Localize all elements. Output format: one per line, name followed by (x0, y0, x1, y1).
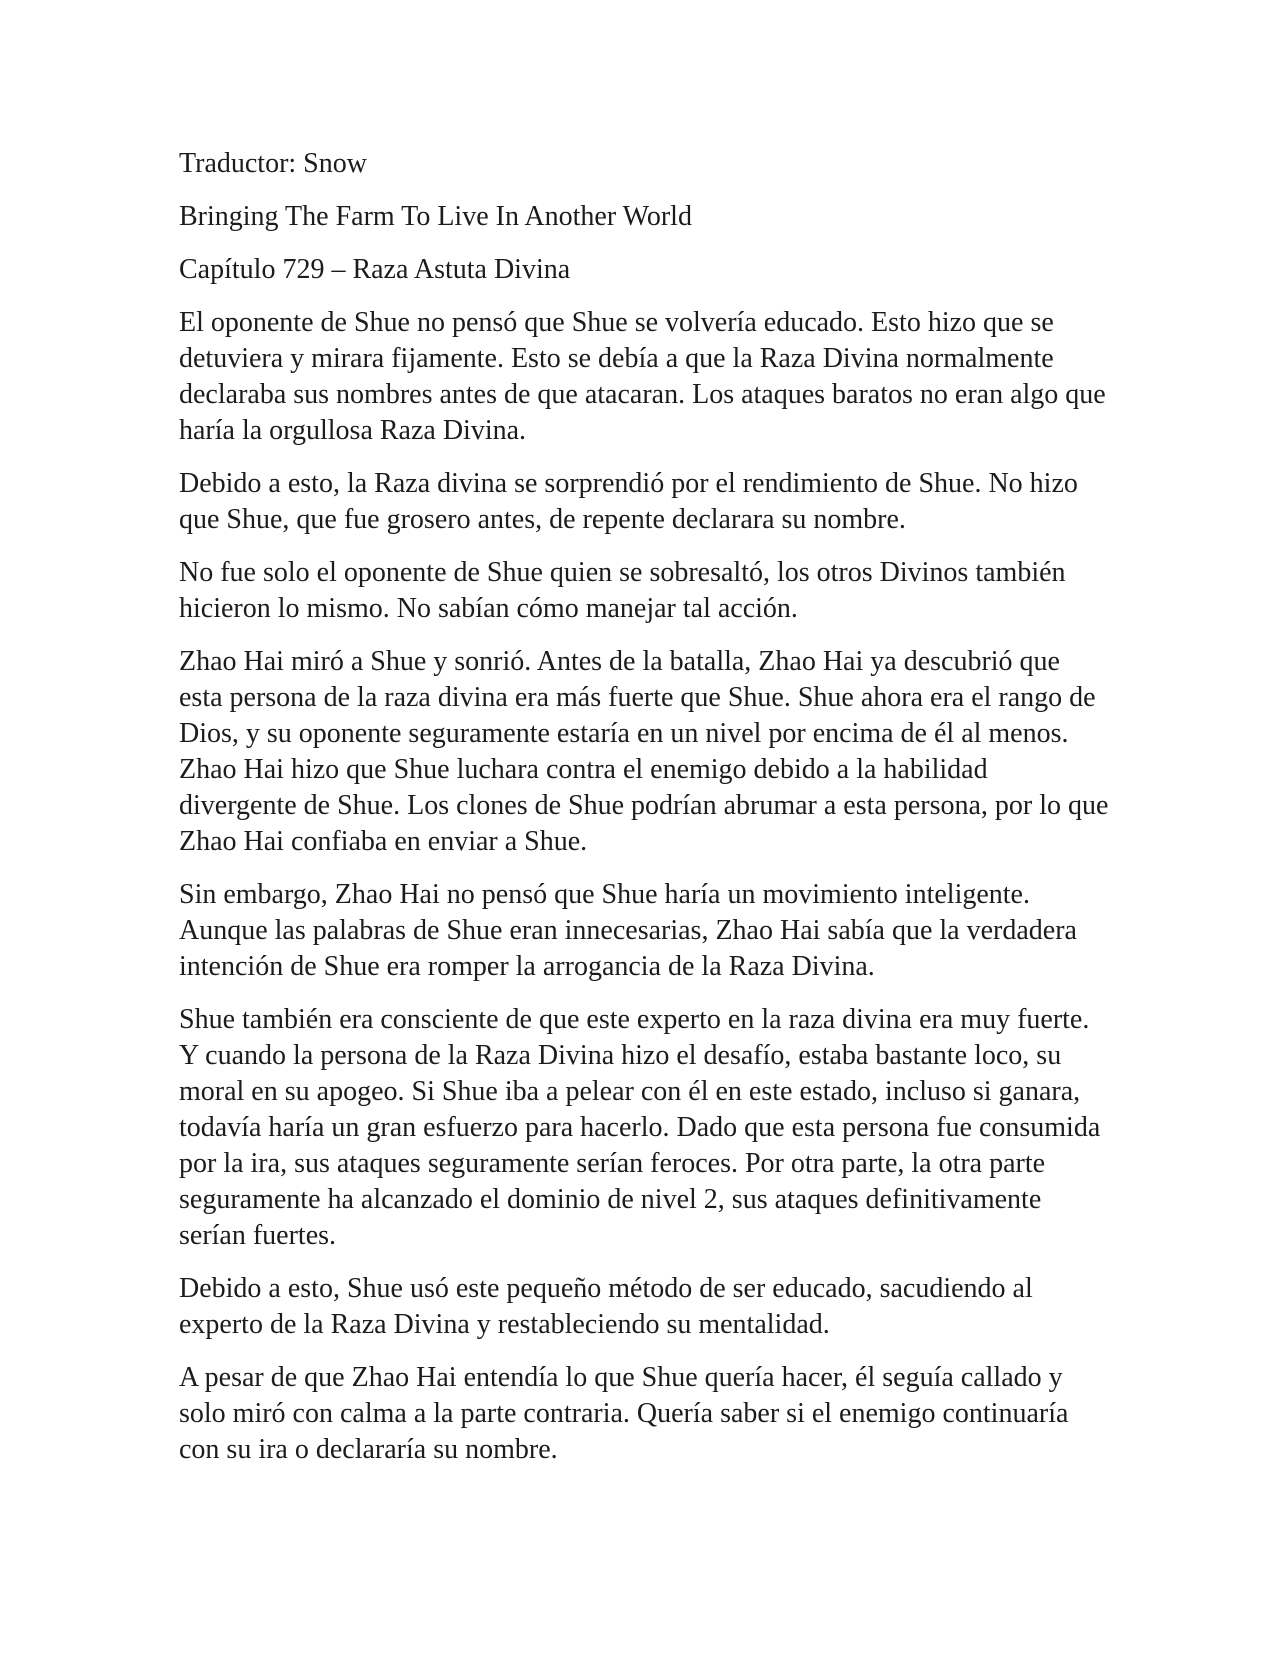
paragraph: Sin embargo, Zhao Hai no pensó que Shue haría un movimiento inteligente. Aunque las palabras de Shue eran innecesarias, Zhao Hai sabía que la verdadera intención de Shue era romper la arrogancia de la Raza Divina. (179, 879, 1077, 982)
chapter-title: Capítulo 729 – Raza Astuta Divina (179, 254, 571, 285)
translator-credit: Traductor: Snow (179, 148, 367, 179)
document-body (179, 146, 1109, 1485)
paragraph: A pesar de que Zhao Hai entendía lo que Shue quería hacer, él seguía callado y solo miró con calma a la parte contraria. Quería saber si el enemigo continuaría con su ira o declararía su nombre. (179, 1362, 1069, 1465)
paragraph: Debido a esto, la Raza divina se sorprendió por el rendimiento de Shue. No hizo que Shue, que fue grosero antes, de repente declarara su nombre. (179, 468, 1078, 535)
paragraph: Zhao Hai miró a Shue y sonrió. Antes de la batalla, Zhao Hai ya descubrió que esta persona de la raza divina era más fuerte que Shue. Shue ahora era el rango de Dios, y su oponente seguramente estaría en un nivel por encima de él al menos. Zhao Hai hizo que Shue luchara contra el enemigo debido a la habilidad divergente de Shue. Los clones de Shue podrían abrumar a esta persona, por lo que Zhao Hai confiaba en enviar a Shue. (179, 646, 1109, 857)
paragraph: No fue solo el oponente de Shue quien se sobresaltó, los otros Divinos también hicieron lo mismo. No sabían cómo manejar tal acción. (179, 557, 1066, 624)
paragraph: Debido a esto, Shue usó este pequeño método de ser educado, sacudiendo al experto de la Raza Divina y restableciendo su mentalidad. (179, 1273, 1033, 1340)
paragraph: El oponente de Shue no pensó que Shue se volvería educado. Esto hizo que se detuviera y mirara fijamente. Esto se debía a que la Raza Divina normalmente declaraba sus nombres antes de que atacaran. Los ataques baratos no eran algo que haría la orgullosa Raza Divina. (179, 307, 1106, 446)
paragraph: Shue también era consciente de que este experto en la raza divina era muy fuerte. Y cuando la persona de la Raza Divina hizo el desafío, estaba bastante loco, su moral en su apogeo. Si Shue iba a pelear con él en este estado, incluso si ganara, todavía haría un gran esfuerzo para hacerlo. Dado que esta persona fue consumida por la ira, sus ataques seguramente serían feroces. Por otra parte, la otra parte seguramente ha alcanzado el dominio de nivel 2, sus ataques definitivamente serían fuertes. (179, 1004, 1101, 1251)
novel-title: Bringing The Farm To Live In Another World (179, 201, 692, 232)
